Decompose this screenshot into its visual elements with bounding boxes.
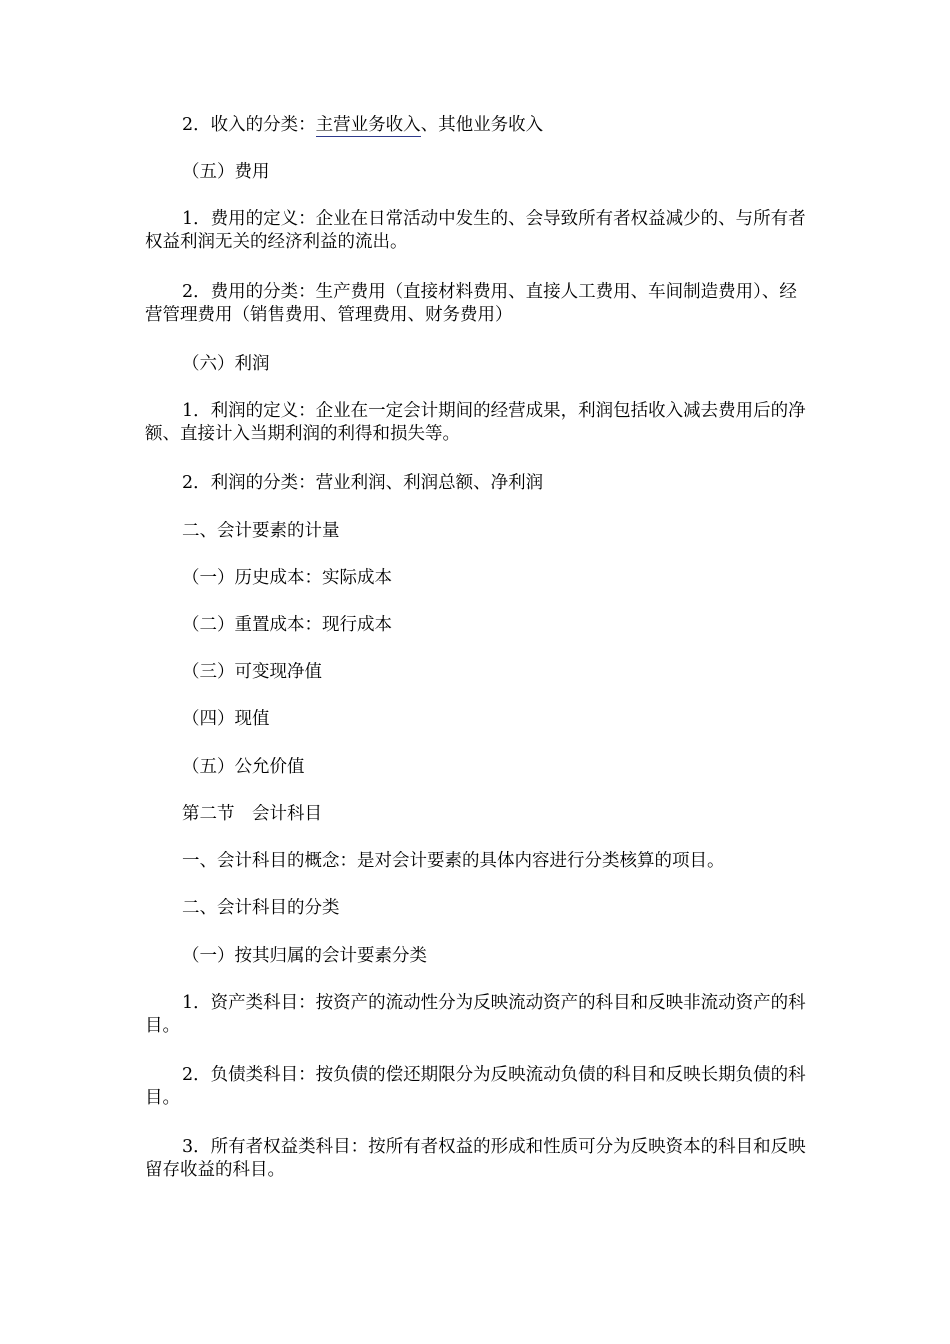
section-title-accounting-subjects: 第二节 会计科目 — [182, 804, 322, 824]
heading-subject-classification: 二、会计科目的分类 — [182, 898, 340, 918]
heading-measurement: 二、会计要素的计量 — [182, 521, 340, 541]
item-present-value: （四）现值 — [182, 709, 270, 729]
heading-by-element: （一）按其归属的会计要素分类 — [182, 946, 427, 966]
paragraph-expense-classification: 2．费用的分类：生产费用（直接材料费用、直接人工费用、车间制造费用）、经营管理费用（销售费用、管理费用、财务费用） — [145, 282, 797, 325]
paragraph-profit-definition: 1．利润的定义：企业在一定会计期间的经营成果，利润包括收入减去费用后的净额、直接计入当期利润的利得和损失等。 — [145, 401, 806, 444]
paragraph-profit-classification: 2．利润的分类：营业利润、利润总额、净利润 — [182, 473, 544, 493]
item-fair-value: （五）公允价值 — [182, 757, 305, 777]
paragraph-liability-subjects: 2．负债类科目：按负债的偿还期限分为反映流动负债的科目和反映长期负债的科目。 — [145, 1065, 806, 1108]
paragraph-revenue-classification — [145, 114, 807, 137]
item-replacement-cost: （二）重置成本：现行成本 — [182, 615, 392, 635]
text-prefix: 2．收入的分类： — [182, 115, 316, 135]
paragraph-subject-concept: 一、会计科目的概念：是对会计要素的具体内容进行分类核算的项目。 — [182, 851, 725, 871]
paragraph-expense-definition: 1．费用的定义：企业在日常活动中发生的、会导致所有者权益减少的、与所有者权益利润无关的经济利益的流出。 — [145, 209, 806, 252]
text-suffix: 、其他业务收入 — [420, 115, 544, 135]
item-net-realizable-value: （三）可变现净值 — [182, 662, 322, 682]
heading-profit: （六）利润 — [182, 354, 270, 374]
paragraph-asset-subjects: 1．资产类科目：按资产的流动性分为反映流动资产的科目和反映非流动资产的科目。 — [145, 993, 806, 1036]
item-historical-cost: （一）历史成本：实际成本 — [182, 568, 392, 588]
main-business-revenue-link[interactable]: 主营业务收入 — [315, 115, 421, 135]
heading-expenses: （五）费用 — [182, 162, 270, 182]
paragraph-equity-subjects: 3．所有者权益类科目：按所有者权益的形成和性质可分为反映资本的科目和反映留存收益的科目。 — [145, 1137, 806, 1180]
